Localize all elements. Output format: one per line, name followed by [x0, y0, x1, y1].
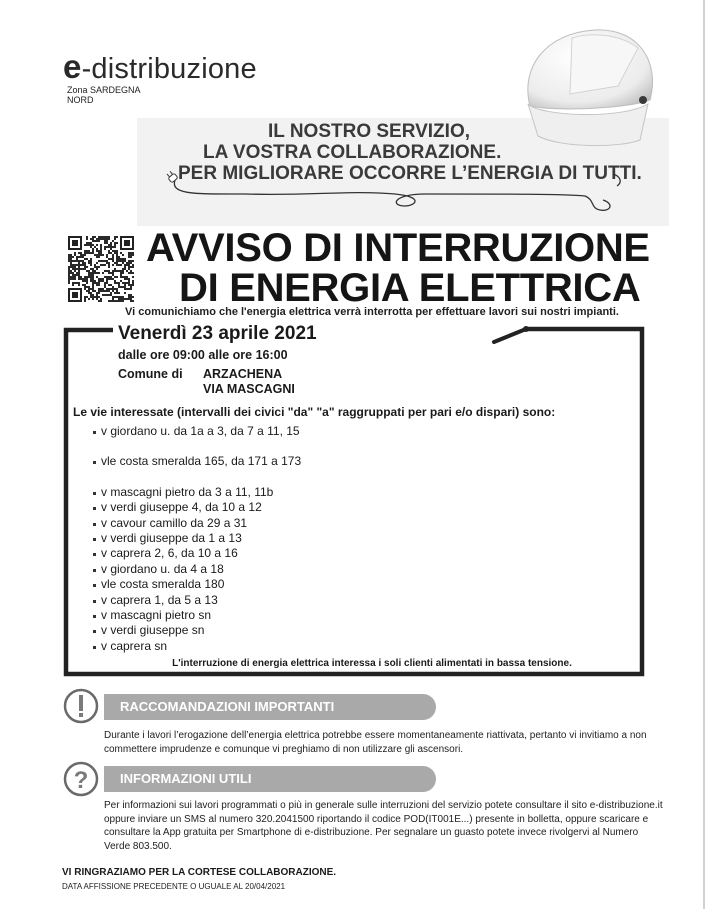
streets-list: [93, 424, 301, 654]
question-circle-icon: [63, 761, 99, 797]
zone-line-1: Zona SARDEGNA: [67, 85, 141, 95]
street-item: v verdi giuseppe sn: [93, 623, 301, 638]
slogan-line-3: PER MIGLIORARE OCCORRE L’ENERGIA DI TUTTI.: [178, 163, 642, 184]
qr-code[interactable]: [68, 236, 134, 302]
zone-line-2: NORD: [67, 95, 94, 105]
street-item: v giordano u. da 1a a 3, da 7 a 11, 15: [93, 424, 301, 439]
intro-text: Vi comunichiamo che l'energia elettrica verrà interrotta per effettuare lavori sui nostri impianti.: [125, 306, 619, 318]
posting-date: DATA AFFISSIONE PRECEDENTE O UGUALE AL 20/04/2021: [62, 882, 286, 891]
street-item: vle costa smeralda 165, da 171 a 173: [93, 454, 301, 469]
street-item: v giordano u. da 4 a 18: [93, 562, 301, 577]
power-plug-cable-icon: [165, 170, 625, 220]
slogan-line-2: LA VOSTRA COLLABORAZIONE.: [203, 142, 502, 163]
thanks-text: VI RINGRAZIAMO PER LA CORTESE COLLABORAZIONE.: [62, 867, 337, 878]
notice-title: [146, 228, 650, 308]
logo-mark: e: [63, 48, 82, 85]
street-item: v mascagni pietro da 3 a 11, 11b: [93, 485, 301, 500]
street-item: v caprera 1, da 5 a 13: [93, 593, 301, 608]
interruption-time: dalle ore 09:00 alle ore 16:00: [118, 348, 288, 362]
street-item: v caprera sn: [93, 639, 301, 654]
low-tension-note: L'interruzione di energia elettrica interessa i soli clienti alimentati in bassa tensione.: [172, 658, 572, 669]
title-line-2: DI ENERGIA ELETTRICA: [179, 266, 641, 310]
comune-value: [203, 367, 295, 397]
street-item: v caprera 2, 6, da 10 a 16: [93, 546, 301, 561]
slogan-line-1: IL NOSTRO SERVIZIO,: [268, 121, 470, 142]
street-item: v mascagni pietro sn: [93, 608, 301, 623]
zone-label: [67, 85, 141, 105]
exclamation-circle-icon: [63, 688, 99, 724]
info-heading: INFORMAZIONI UTILI: [104, 766, 436, 792]
recommendations-heading: RACCOMANDAZIONI IMPORTANTI: [104, 694, 436, 720]
recommendations-text: Durante i lavori l’erogazione dell’energia elettrica potrebbe essere momentaneamente riattivata, pertanto vi invitiamo a non commettere imprudenze e comunque vi preghiamo di non utilizzare gli ascensori.: [104, 730, 647, 755]
street-item: vle costa smeralda 180: [93, 577, 301, 592]
street-item: v verdi giuseppe 4, da 10 a 12: [93, 500, 301, 515]
e-distribuzione-logo: [63, 48, 257, 85]
streets-intro: Le vie interessate (intervalli dei civici "da" "a" raggruppati per pari e/o dispari) sono:: [73, 405, 556, 419]
svg-text:?: ?: [73, 767, 89, 794]
comune-label: Comune di: [118, 367, 183, 381]
logo-text: -distribuzione: [81, 53, 257, 85]
interruption-date: Venerdì 23 aprile 2021: [118, 323, 317, 344]
info-text: Per informazioni sui lavori programmati o più in generale sulle interruzioni del servizio potete consultare il sito e-distribuzione.it oppure inviare un SMS al numero 320.2041500 riportando il codice POD(IT001E...) presente in bolletta, oppure scaricare e consultare la App gratuita per Smartphone di e-distribuzione. Per segnalare un guasto potete invece rivolgervi al Numero Verde 803.500.: [104, 800, 663, 852]
comune-street: VIA MASCAGNI: [203, 382, 295, 396]
comune-name: ARZACHENA: [203, 367, 283, 381]
street-item: v verdi giuseppe da 1 a 13: [93, 531, 301, 546]
title-line-1: AVVISO DI INTERRUZIONE: [146, 226, 650, 270]
street-item: v cavour camillo da 29 a 31: [93, 516, 301, 531]
